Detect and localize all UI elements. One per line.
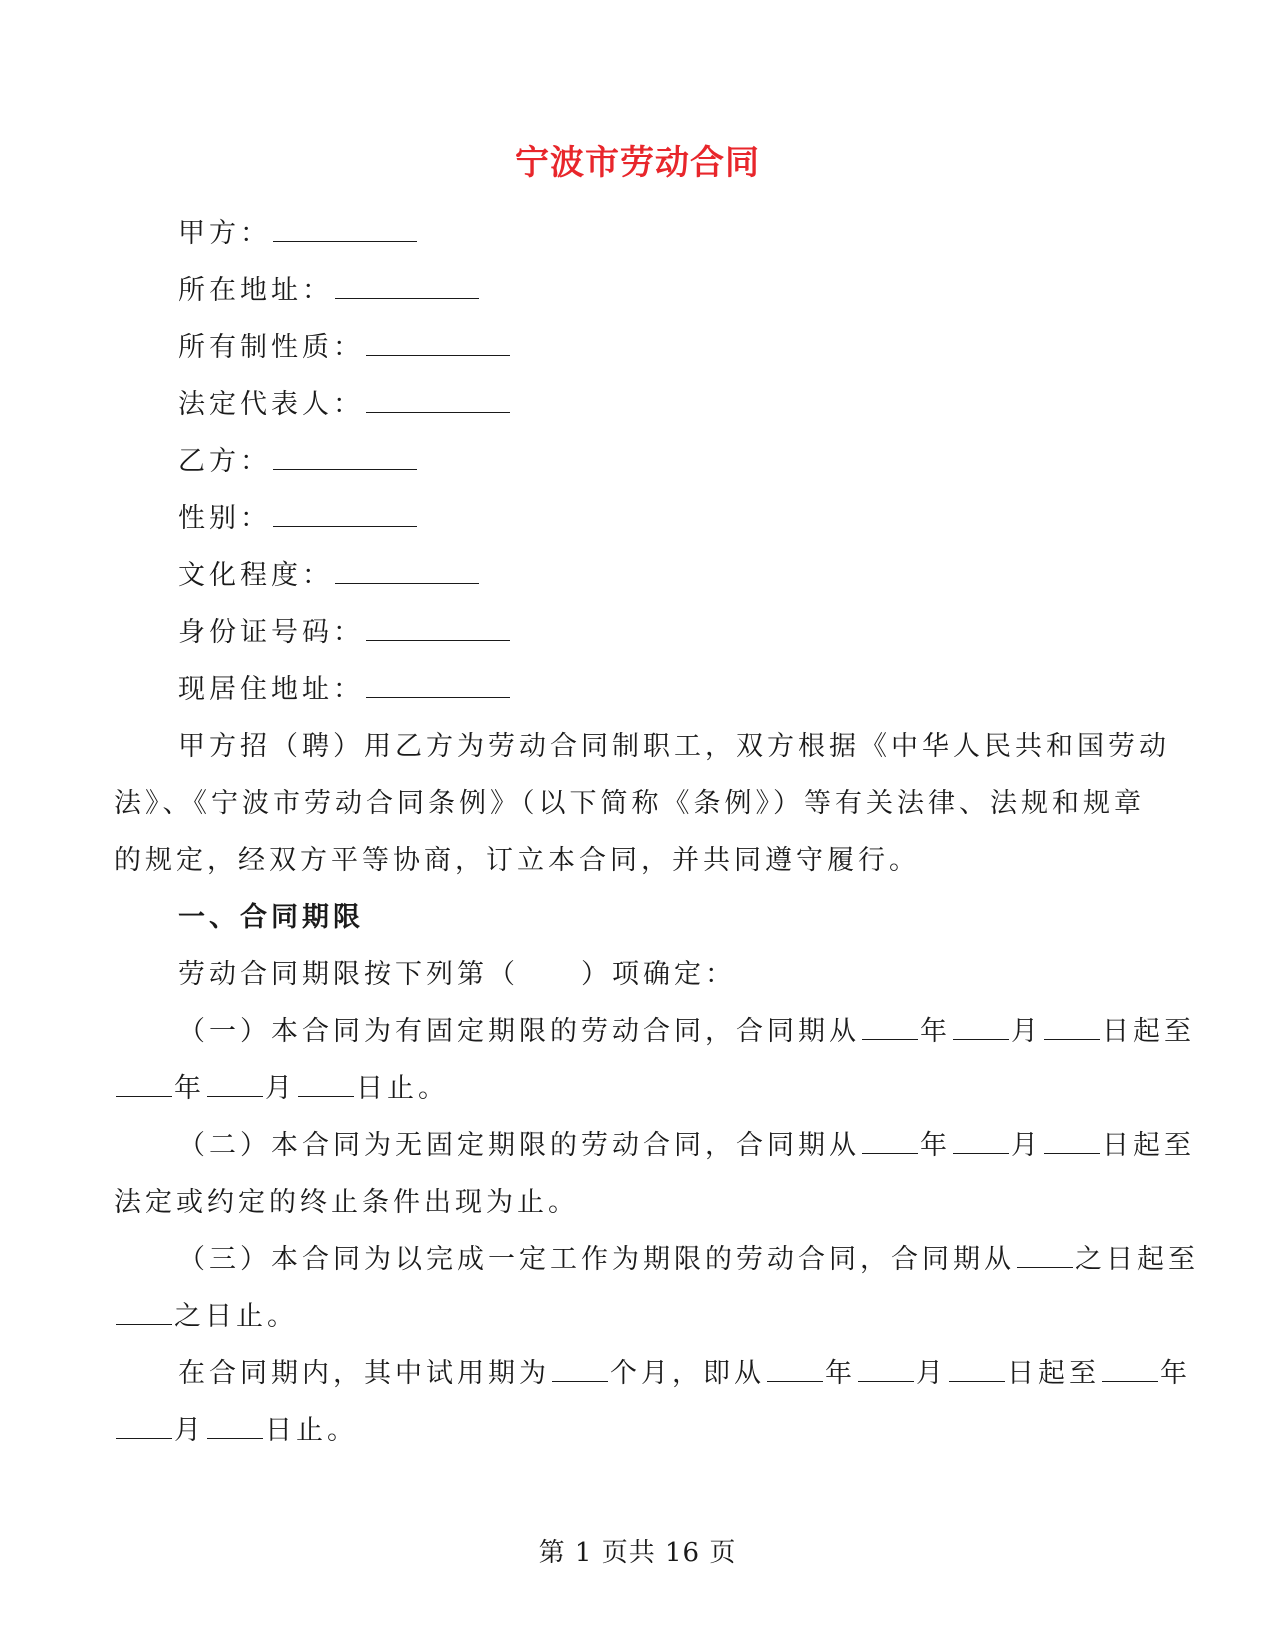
item-text: 之日止。 — [174, 1301, 298, 1332]
field-label: 乙方： — [178, 446, 271, 477]
blank-field[interactable] — [862, 1133, 918, 1154]
blank-field[interactable] — [366, 620, 510, 641]
blank-field[interactable] — [335, 563, 479, 584]
blank-field[interactable] — [953, 1133, 1009, 1154]
blank-field[interactable] — [273, 506, 417, 527]
blank-field[interactable] — [858, 1361, 914, 1382]
blank-field[interactable] — [335, 278, 479, 299]
blank-field[interactable] — [298, 1076, 354, 1097]
item-text: （三）本合同为以完成一定工作为期限的劳动合同，合同期从 — [178, 1244, 1015, 1275]
term-item-3-line-1 — [114, 1231, 1199, 1288]
field-address — [114, 262, 1144, 319]
blank-field[interactable] — [116, 1076, 172, 1097]
item-text: 日止。 — [265, 1415, 358, 1446]
blank-field[interactable] — [1044, 1019, 1100, 1040]
document-title: 宁波市劳动合同 — [515, 143, 760, 183]
term-item-2-line-2: 法定或约定的终止条件出现为止。 — [114, 1187, 579, 1218]
field-party-b — [114, 433, 1144, 490]
item-text: 在合同期内，其中试用期为 — [178, 1358, 550, 1389]
field-label: 身份证号码： — [178, 617, 364, 648]
field-gender — [114, 490, 1144, 547]
intro-line-2: 法》、《宁波市劳动合同条例》（以下简称《条例》）等有关法律、法规和规章 — [114, 788, 1145, 819]
field-label: 现居住地址： — [178, 674, 364, 705]
intro-line-1: 甲方招（聘）用乙方为劳动合同制职工，双方根据《中华人民共和国劳动 — [178, 731, 1170, 762]
blank-field[interactable] — [273, 449, 417, 470]
item-text: 日止。 — [356, 1073, 449, 1104]
trial-period-line-1 — [114, 1345, 1191, 1402]
blank-field[interactable] — [207, 1418, 263, 1439]
blank-field[interactable] — [1044, 1133, 1100, 1154]
blank-field[interactable] — [366, 335, 510, 356]
blank-field[interactable] — [1017, 1247, 1073, 1268]
blank-field[interactable] — [1102, 1361, 1158, 1382]
blank-field[interactable] — [949, 1361, 1005, 1382]
field-ownership — [114, 319, 1144, 376]
term-item-3-line-2 — [114, 1288, 1144, 1345]
blank-field[interactable] — [552, 1361, 608, 1382]
item-text: 之日起至 — [1075, 1244, 1199, 1275]
unit-month: 月 — [1011, 1016, 1042, 1047]
blank-field[interactable] — [116, 1418, 172, 1439]
field-current-address — [114, 661, 1144, 718]
item-text: 个月，即从 — [610, 1358, 765, 1389]
term-item-2-line-1 — [114, 1117, 1195, 1174]
field-id-number — [114, 604, 1144, 661]
unit-year: 年 — [920, 1016, 951, 1047]
unit-year: 年 — [825, 1358, 856, 1389]
page-footer: 第 1 页共 16 页 — [538, 1538, 737, 1568]
item-text: 日起至 — [1102, 1130, 1195, 1161]
blank-field[interactable] — [862, 1019, 918, 1040]
field-label: 性别： — [178, 503, 271, 534]
section-heading-term: 一、合同期限 — [178, 902, 364, 933]
blank-field[interactable] — [366, 677, 510, 698]
blank-field[interactable] — [767, 1361, 823, 1382]
item-text: 日起至 — [1007, 1358, 1100, 1389]
field-legal-rep — [114, 376, 1144, 433]
unit-month: 月 — [1011, 1130, 1042, 1161]
trial-period-line-2 — [114, 1402, 1144, 1459]
field-party-a — [114, 205, 1144, 262]
blank-field[interactable] — [116, 1304, 172, 1325]
contract-body — [114, 205, 1199, 1459]
item-text: （二）本合同为无固定期限的劳动合同，合同期从 — [178, 1130, 860, 1161]
field-label: 法定代表人： — [178, 389, 364, 420]
intro-line-3: 的规定，经双方平等协商，订立本合同，并共同遵守履行。 — [114, 845, 920, 876]
unit-month: 月 — [916, 1358, 947, 1389]
field-education — [114, 547, 1144, 604]
unit-month: 月 — [265, 1073, 296, 1104]
unit-year: 年 — [1160, 1358, 1191, 1389]
item-text: （一）本合同为有固定期限的劳动合同，合同期从 — [178, 1016, 860, 1047]
blank-field[interactable] — [207, 1076, 263, 1097]
blank-field[interactable] — [366, 392, 510, 413]
field-label: 文化程度： — [178, 560, 333, 591]
unit-year: 年 — [920, 1130, 951, 1161]
unit-year: 年 — [174, 1073, 205, 1104]
term-intro: 劳动合同期限按下列第（ ）项确定： — [178, 959, 736, 990]
unit-month: 月 — [174, 1415, 205, 1446]
blank-field[interactable] — [953, 1019, 1009, 1040]
field-label: 甲方： — [178, 218, 271, 249]
field-label: 所在地址： — [178, 275, 333, 306]
term-item-1-line-2 — [114, 1060, 1144, 1117]
blank-field[interactable] — [273, 221, 417, 242]
field-label: 所有制性质： — [178, 332, 364, 363]
term-item-1-line-1 — [114, 1003, 1195, 1060]
item-text: 日起至 — [1102, 1016, 1195, 1047]
